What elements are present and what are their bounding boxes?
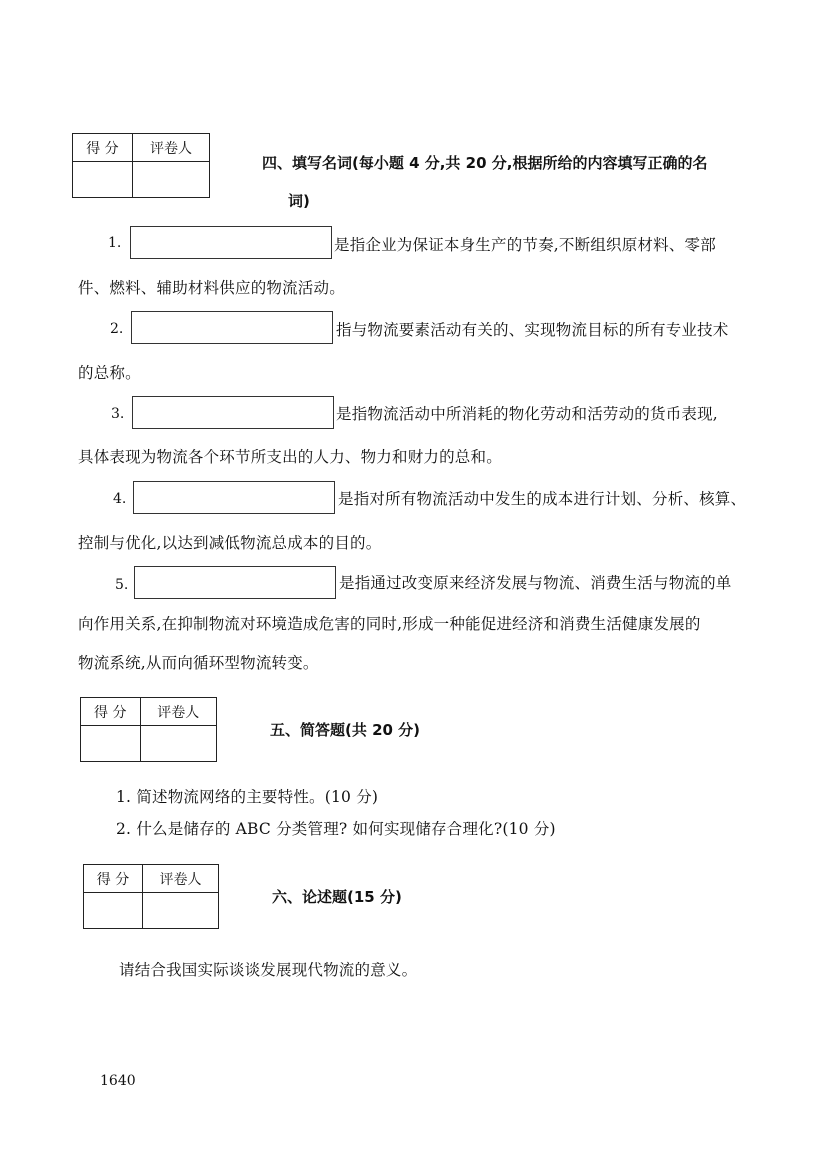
score-table-section4 (72, 133, 210, 198)
item-text: 是指物流活动中所消耗的物化劳动和活劳动的货币表现, (336, 405, 718, 423)
item-text: 物流系统,从而向循环型物流转变。 (78, 654, 319, 672)
item-text: 是指对所有物流活动中发生的成本进行计划、分析、核算、 (338, 490, 747, 508)
grader-cell[interactable] (132, 162, 209, 198)
item-text: 是指通过改变原来经济发展与物流、消费生活与物流的单 (339, 574, 732, 592)
item-number: 2. (110, 321, 124, 337)
score-table-section5 (80, 697, 217, 762)
section4-title-cont: 词) (288, 192, 310, 210)
item-text: 是指企业为保证本身生产的节奏,不断组织原材料、零部 (334, 236, 716, 254)
grader-header: 评卷人 (143, 865, 219, 893)
score-cell[interactable] (81, 726, 141, 762)
answer-box-3[interactable] (132, 396, 334, 429)
item-number: 4. (113, 491, 127, 507)
page-number: 1640 (100, 1073, 136, 1089)
answer-box-4[interactable] (133, 481, 335, 514)
item-text: 件、燃料、辅助材料供应的物流活动。 (78, 279, 345, 297)
score-header: 得 分 (84, 865, 143, 893)
score-header: 得 分 (73, 134, 133, 162)
question-1: 1. 简述物流网络的主要特性。(10 分) (116, 788, 379, 806)
answer-box-1[interactable] (130, 226, 332, 259)
item-number: 1. (108, 235, 122, 251)
section4-title: 四、填写名词(每小题 4 分,共 20 分,根据所给的内容填写正确的名 (262, 154, 708, 172)
item-number: 5. (115, 577, 129, 593)
grader-header: 评卷人 (132, 134, 209, 162)
score-cell[interactable] (84, 893, 143, 929)
item-text: 指与物流要素活动有关的、实现物流目标的所有专业技术 (336, 321, 729, 339)
item-text: 向作用关系,在抑制物流对环境造成危害的同时,形成一种能促进经济和消费生活健康发展的 (78, 615, 701, 633)
section6-title: 六、论述题(15 分) (272, 888, 402, 906)
answer-box-2[interactable] (131, 311, 333, 344)
item-text: 控制与优化,以达到减低物流总成本的目的。 (78, 534, 382, 552)
item-text: 具体表现为物流各个环节所支出的人力、物力和财力的总和。 (78, 448, 502, 466)
score-table-section6 (83, 864, 219, 929)
grader-cell[interactable] (140, 726, 217, 762)
score-header: 得 分 (81, 698, 141, 726)
question-2: 2. 什么是储存的 ABC 分类管理? 如何实现储存合理化?(10 分) (116, 820, 556, 838)
essay-question: 请结合我国实际谈谈发展现代物流的意义。 (119, 961, 418, 979)
item-text: 的总称。 (78, 364, 141, 382)
item-number: 3. (111, 406, 125, 422)
answer-box-5[interactable] (134, 566, 336, 599)
grader-cell[interactable] (143, 893, 219, 929)
grader-header: 评卷人 (140, 698, 217, 726)
score-cell[interactable] (73, 162, 133, 198)
section5-title: 五、简答题(共 20 分) (270, 721, 421, 739)
